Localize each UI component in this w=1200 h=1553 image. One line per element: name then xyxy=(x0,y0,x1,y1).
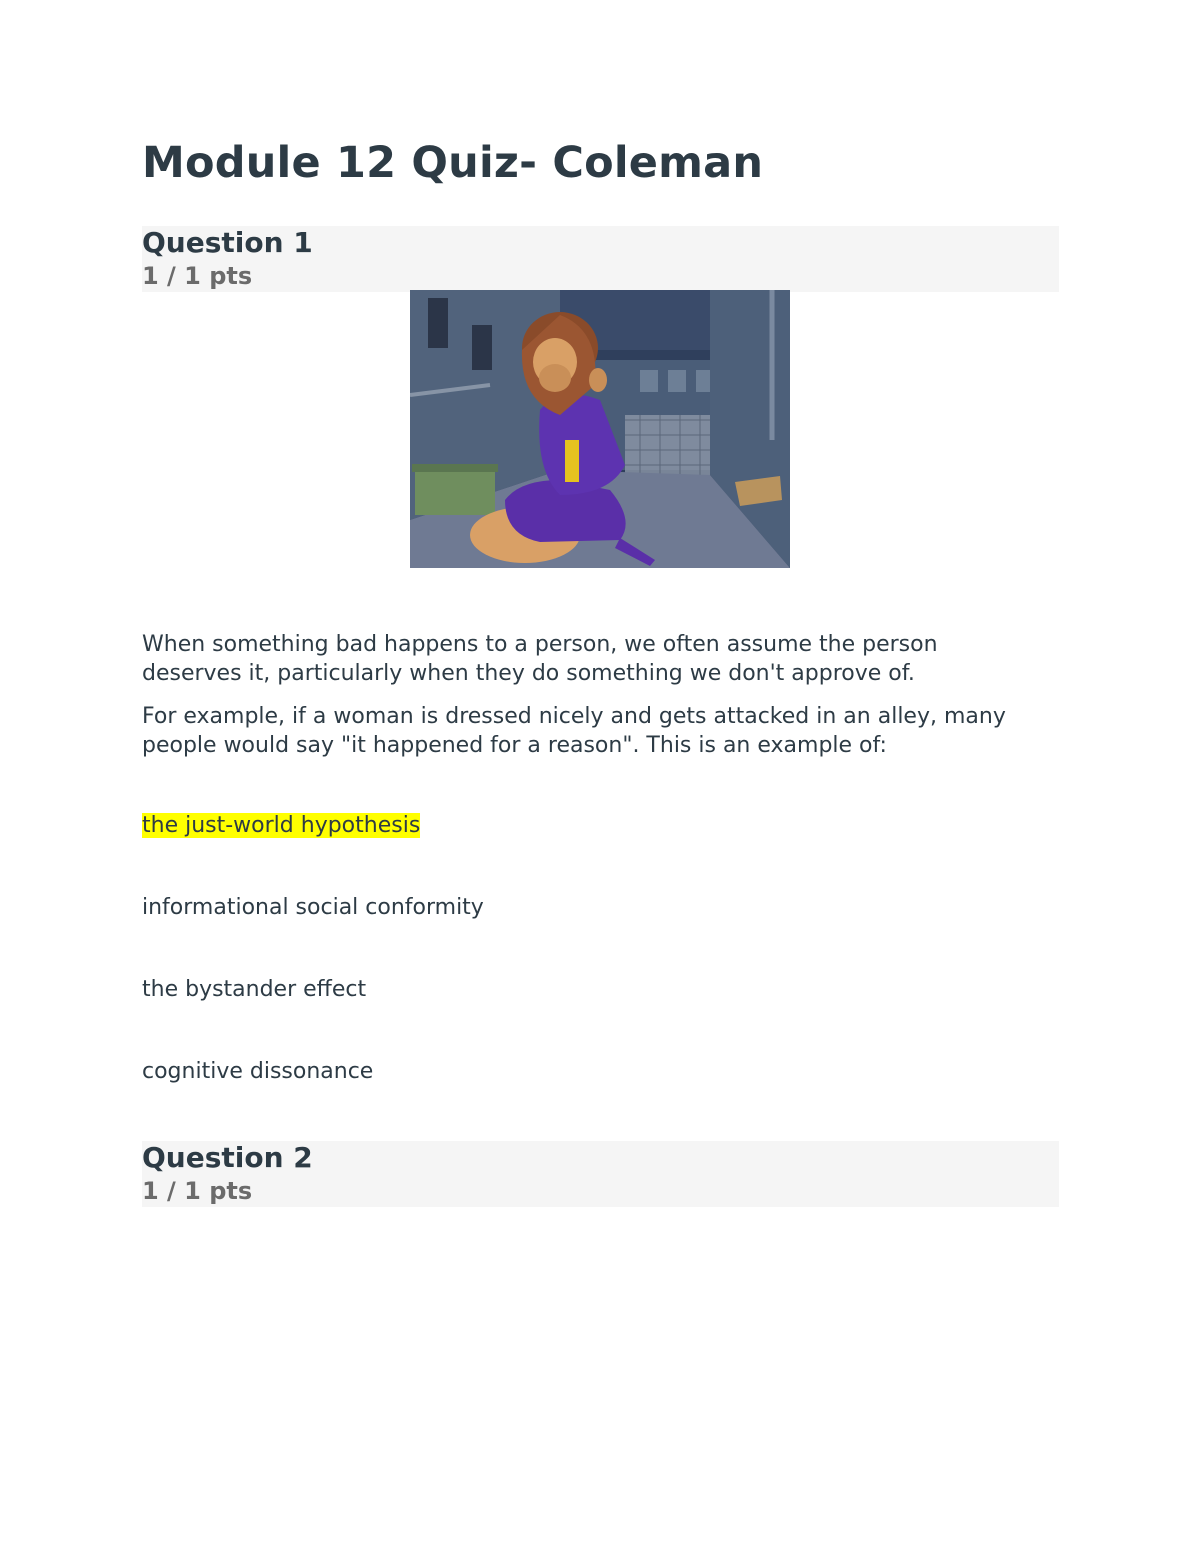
woman-in-alley-illustration xyxy=(410,290,790,568)
answer-option[interactable] xyxy=(142,975,366,1004)
question-1-title: Question 1 xyxy=(142,226,313,259)
answer-option-label: the just-world hypothesis xyxy=(142,813,421,838)
page-title: Module 12 Quiz- Coleman xyxy=(142,138,764,188)
question-2-points: 1 / 1 pts xyxy=(142,1177,253,1205)
answer-option[interactable] xyxy=(142,1057,373,1086)
answer-option-label: cognitive dissonance xyxy=(142,1059,374,1084)
question-2-title: Question 2 xyxy=(142,1141,313,1174)
answer-option-label: informational social conformity xyxy=(142,895,484,920)
answer-option-label: the bystander effect xyxy=(142,977,367,1002)
question-1-prompt-paragraph-1: When something bad happens to a person, we often assume the person deserves it, particularly when they do something we don't approve of. xyxy=(142,632,938,686)
answer-option-selected[interactable] xyxy=(142,811,420,840)
question-2-header xyxy=(142,1141,1059,1207)
question-1-points: 1 / 1 pts xyxy=(142,262,253,290)
question-1-header xyxy=(142,226,1059,292)
question-1-prompt-paragraph-2: For example, if a woman is dressed nicely and gets attacked in an alley, many people would say "it happened for a reason". This is an example of: xyxy=(142,704,1006,758)
answer-option[interactable] xyxy=(142,893,484,922)
